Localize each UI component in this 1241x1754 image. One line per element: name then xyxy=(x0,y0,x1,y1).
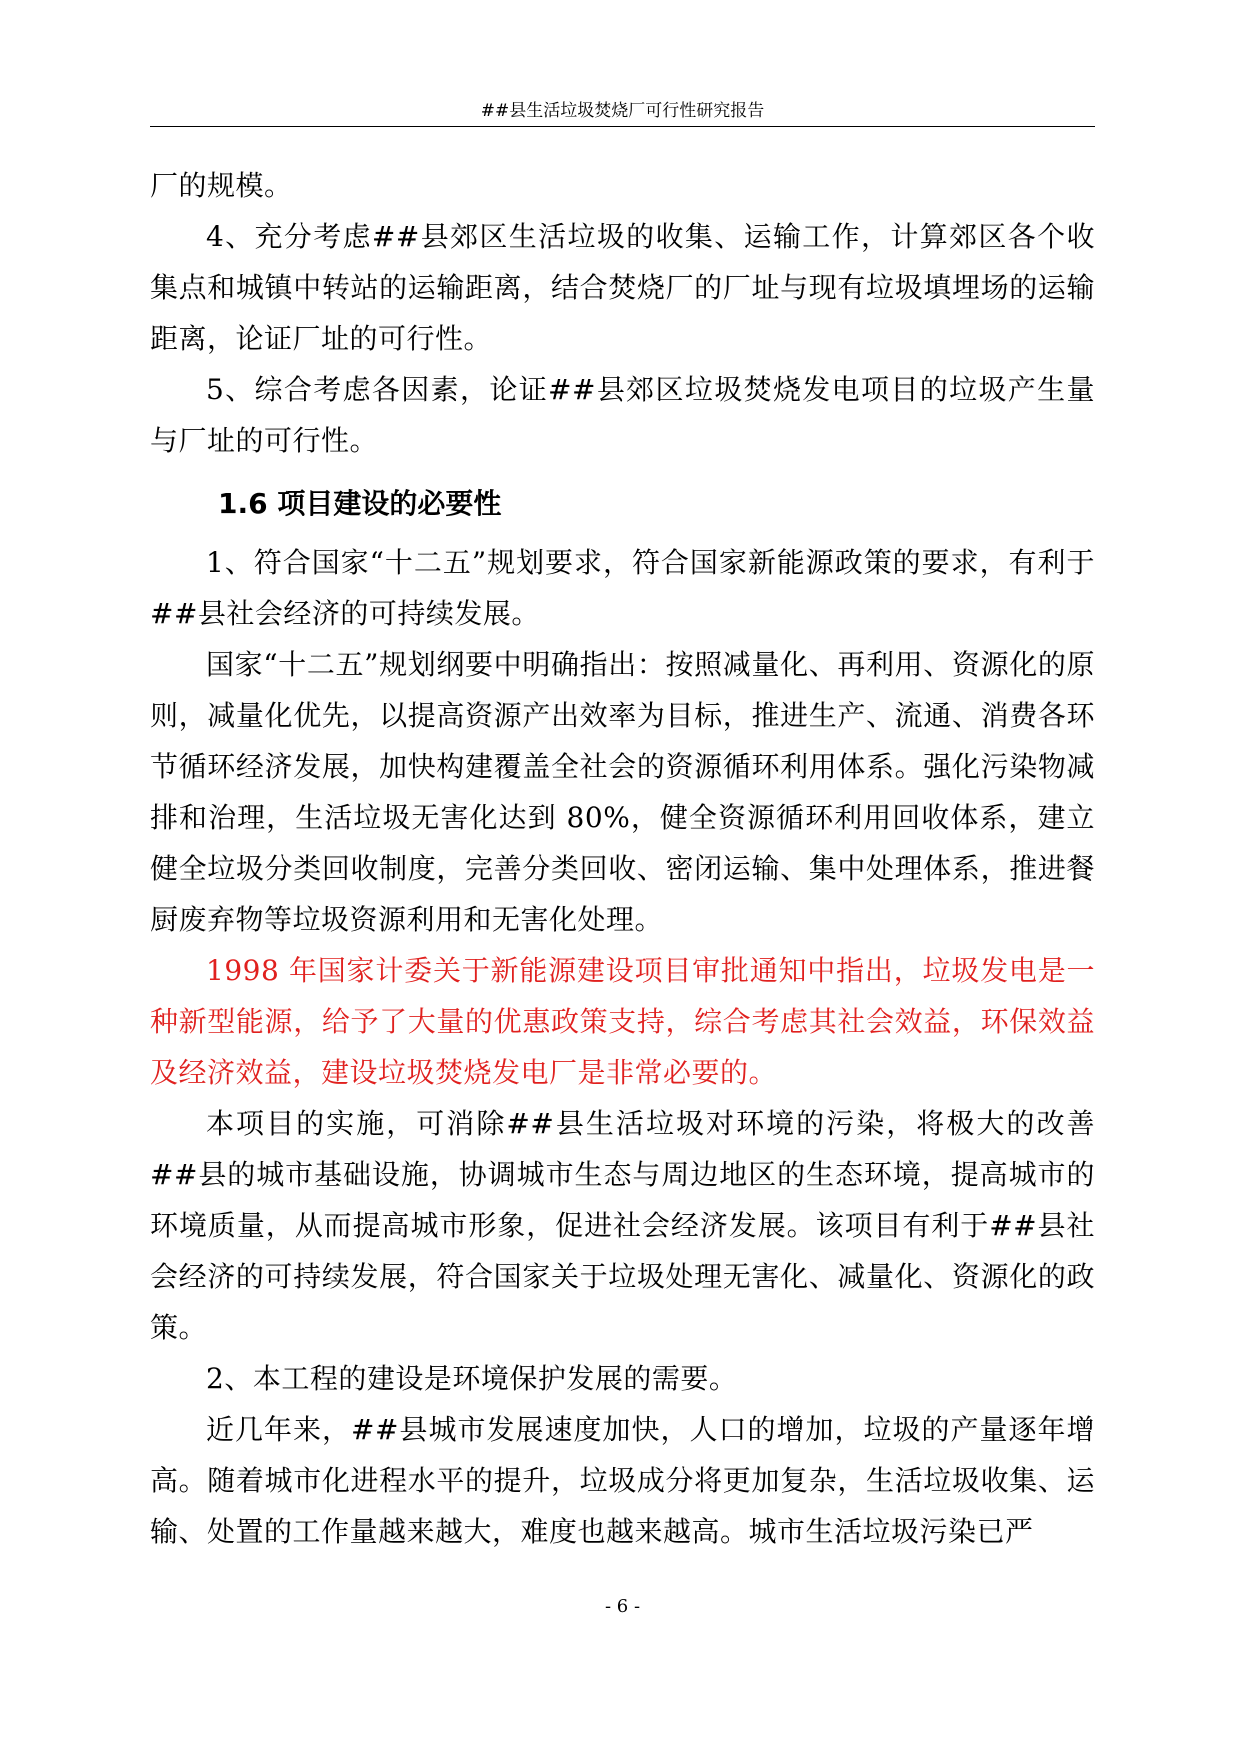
paragraph-urban-growth: 近几年来，##县城市发展速度加快，人口的增加，垃圾的产量逐年增高。随着城市化进程水平的提升，垃圾成分将更加复杂，生活垃圾收集、运输、处置的工作量越来越大，难度也越来越高。城市生活垃圾污染已严 xyxy=(150,1413,1095,1548)
paragraph-continuation: 厂的规模。 xyxy=(150,169,293,202)
section-heading: 1.6 项目建设的必要性 xyxy=(218,487,502,520)
paragraph-necessity-2: 2、本工程的建设是环境保护发展的需要。 xyxy=(206,1362,738,1395)
paragraph-highlighted-policy: 1998 年国家计委关于新能源建设项目审批通知中指出，垃圾发电是一种新型能源，给予了大量的优惠政策支持，综合考虑其社会效益，环保效益及经济效益，建设垃圾焚烧发电厂是非常必要的。 xyxy=(150,954,1095,1089)
paragraph-project-benefits: 本项目的实施，可消除##县生活垃圾对环境的污染，将极大的改善##县的城市基础设施，协调城市生态与周边地区的生态环境，提高城市的环境质量，从而提高城市形象，促进社会经济发展。该项目有利于##县社会经济的可持续发展，符合国家关于垃圾处理无害化、减量化、资源化的政策。 xyxy=(150,1107,1095,1344)
document-body xyxy=(150,160,1095,1557)
paragraph-item-4: 4、充分考虑##县郊区生活垃圾的收集、运输工作，计算郊区各个收集点和城镇中转站的运输距离，结合焚烧厂的厂址与现有垃圾填埋场的运输距离，论证厂址的可行性。 xyxy=(150,220,1095,355)
paragraph-item-5: 5、综合考虑各因素，论证##县郊区垃圾焚烧发电项目的垃圾产生量与厂址的可行性。 xyxy=(150,373,1095,457)
page-number: - 6 - xyxy=(604,1596,641,1617)
header-divider xyxy=(150,126,1095,127)
paragraph-five-year-plan: 国家“十二五”规划纲要中明确指出：按照减量化、再利用、资源化的原则，减量化优先，以提高资源产出效率为目标，推进生产、流通、消费各环节循环经济发展，加快构建覆盖全社会的资源循环利用体系。强化污染物减排和治理，生活垃圾无害化达到 80%，健全资源循环利用回收体系，建立健全垃圾分类回收制度，完善分类回收、密闭运输、集中处理体系，推进餐厨废弃物等垃圾资源利用和无害化处理。 xyxy=(150,648,1095,936)
page-header-title: ##县生活垃圾焚烧厂可行性研究报告 xyxy=(480,101,765,121)
paragraph-necessity-1: 1、符合国家“十二五”规划要求，符合国家新能源政策的要求，有利于##县社会经济的可持续发展。 xyxy=(150,546,1095,630)
